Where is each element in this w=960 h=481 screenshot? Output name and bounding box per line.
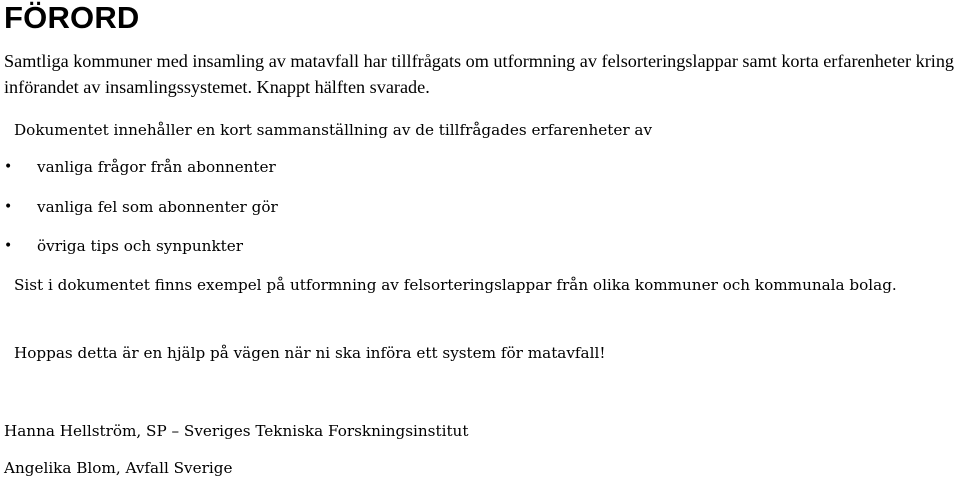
examples-paragraph: Sist i dokumentet finns exempel på utformning av felsorteringslappar från olika kommuner och kommunala bolag. — [14, 276, 897, 294]
bullet-icon: • — [4, 159, 13, 175]
page-heading: FÖRORD — [4, 0, 140, 35]
intro-paragraph: Samtliga kommuner med insamling av matavfall har tillfrågats om utformning av felsorteringslappar samt korta erfarenheter kring införandet av insamlingssystemet. Knappt hälften svarade. — [4, 51, 955, 97]
bullet-icon: • — [4, 238, 13, 254]
list-item-text: vanliga fel som abonnenter gör — [37, 198, 278, 216]
list-item-text: övriga tips och synpunkter — [37, 237, 244, 255]
author-line: Hanna Hellström, SP – Sveriges Tekniska Forskningsinstitut — [4, 422, 469, 440]
list-item-text: vanliga frågor från abonnenter — [37, 158, 276, 176]
contents-intro-paragraph: Dokumentet innehåller en kort sammanställning av de tillfrågades erfarenheter av — [14, 121, 653, 139]
author-line: Angelika Blom, Avfall Sverige — [4, 459, 233, 477]
closing-paragraph: Hoppas detta är en hjälp på vägen när ni ska införa ett system för matavfall! — [14, 344, 606, 362]
bullet-icon: • — [4, 199, 13, 215]
